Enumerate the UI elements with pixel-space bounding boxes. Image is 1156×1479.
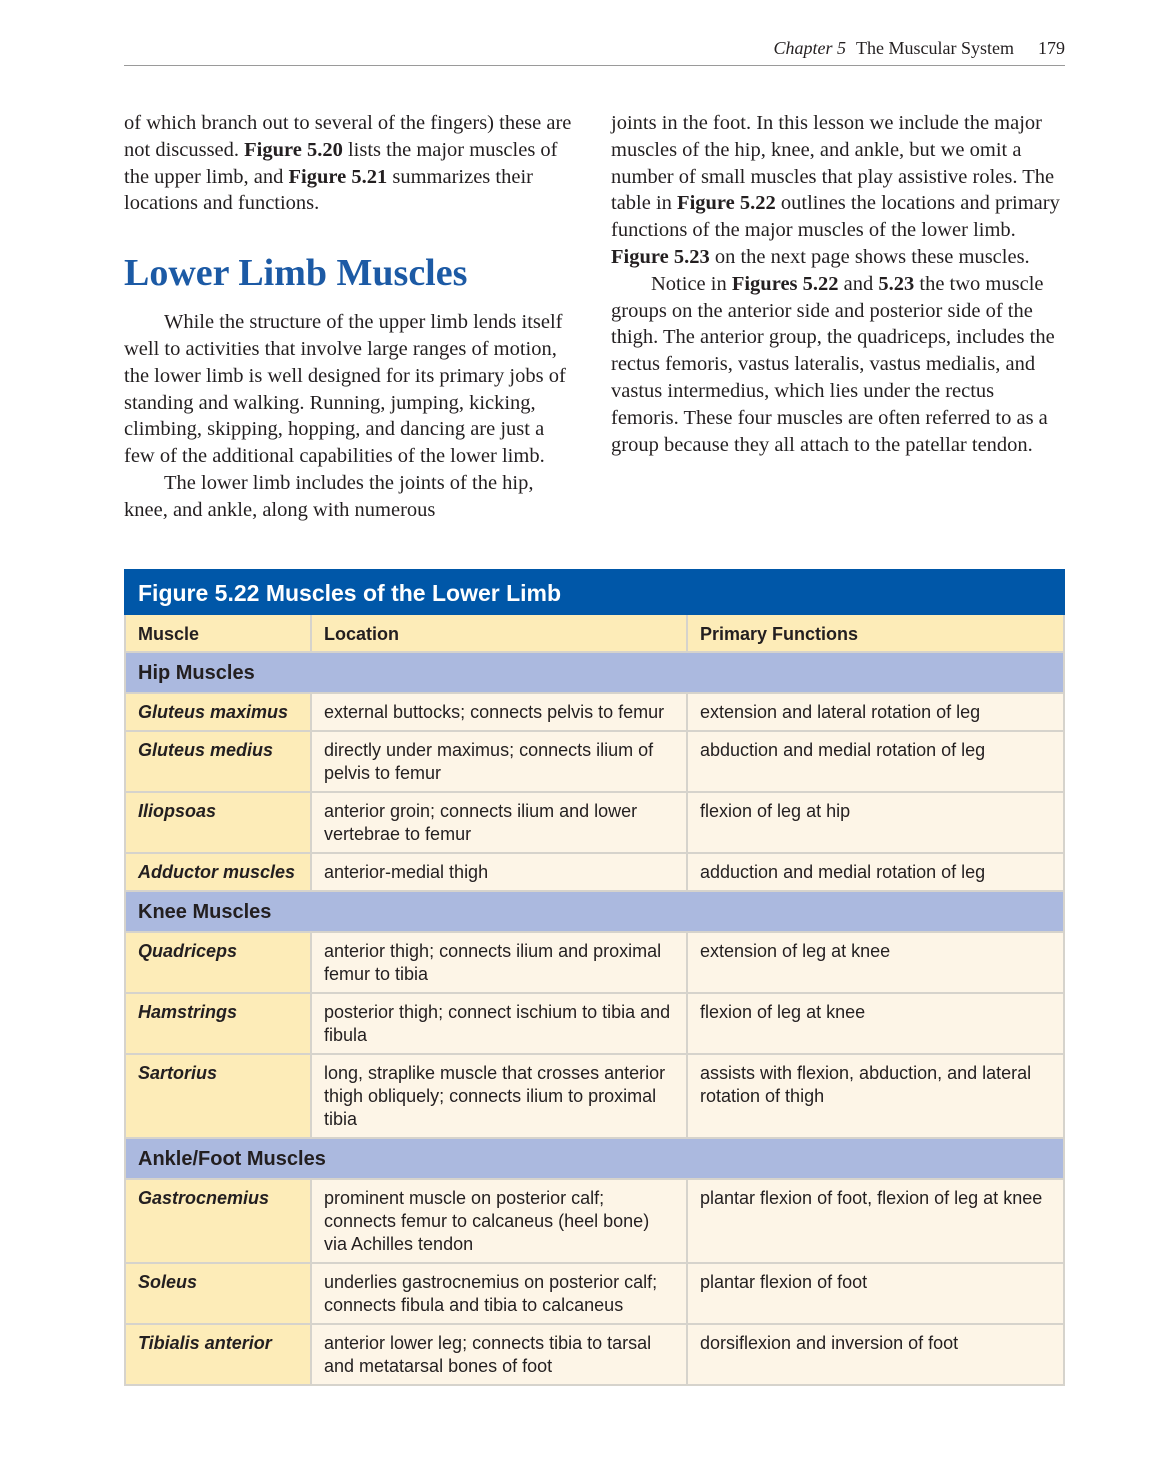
muscle-cell: Quadriceps — [125, 932, 311, 993]
text-run: and — [838, 272, 879, 295]
figure-reference: Figure 5.21 — [288, 165, 388, 188]
paragraph — [124, 309, 574, 470]
table-title-row — [125, 570, 1064, 614]
function-cell: abduction and medial rotation of leg — [687, 731, 1064, 792]
table-row — [125, 1263, 1064, 1324]
table-row — [125, 1179, 1064, 1263]
section-heading: Lower Limb Muscles — [124, 252, 468, 295]
function-cell: dorsiflexion and inversion of foot — [687, 1324, 1064, 1385]
paragraph — [124, 110, 574, 217]
location-cell: directly under maximus; connects ilium of pelvis to femur — [311, 731, 687, 792]
right-column — [611, 110, 1066, 458]
left-column — [124, 110, 574, 524]
page-number: 179 — [1038, 38, 1065, 58]
paragraph — [124, 470, 574, 524]
table-row — [125, 731, 1064, 792]
chapter-label: Chapter 5 — [773, 38, 847, 58]
section-row — [125, 891, 1064, 932]
text-run: lists the major muscles of the upper limb, and — [124, 138, 558, 188]
figure-reference: Figure 5.20 — [244, 138, 343, 161]
text-run: While the structure of the upper limb lends itself well to activities that involve large ranges of motion, the lower limb is well designed for its primary jobs of standing and walking. Running, jumping, kicking, climbing, skipping, hopping, and dancing are just a few of the additional capabilities of the lower limb. — [124, 311, 566, 468]
text-run: outlines the locations and primary functions of the major muscles of the lower limb. — [611, 192, 1060, 242]
muscle-cell: Hamstrings — [125, 993, 311, 1054]
section-title: Hip Muscles — [125, 652, 1064, 693]
figure-reference: 5.23 — [878, 272, 915, 295]
column-header: Location — [311, 614, 687, 652]
text-run: The lower limb includes the joints of the hip, knee, and ankle, along with numerous — [124, 471, 534, 521]
table-row — [125, 993, 1064, 1054]
muscle-cell: Tibialis anterior — [125, 1324, 311, 1385]
figure-reference: Figure 5.22 — [677, 192, 776, 215]
table-row — [125, 693, 1064, 731]
table-row — [125, 1054, 1064, 1138]
muscle-cell: Adductor muscles — [125, 853, 311, 891]
location-cell: posterior thigh; connect ischium to tibia and fibula — [311, 993, 687, 1054]
function-cell: plantar flexion of foot, flexion of leg at knee — [687, 1179, 1064, 1263]
function-cell: assists with flexion, abduction, and lateral rotation of thigh — [687, 1054, 1064, 1138]
column-header: Muscle — [125, 614, 311, 652]
running-head — [124, 38, 1065, 66]
location-cell: external buttocks; connects pelvis to femur — [311, 693, 687, 731]
section-row — [125, 1138, 1064, 1179]
figure-reference: Figures 5.22 — [731, 272, 839, 295]
muscle-cell: Iliopsoas — [125, 792, 311, 853]
table-row — [125, 1324, 1064, 1385]
column-header: Primary Functions — [687, 614, 1064, 652]
section-title: Ankle/Foot Muscles — [125, 1138, 1064, 1179]
location-cell: anterior groin; connects ilium and lower vertebrae to femur — [311, 792, 687, 853]
text-run: summarizes their locations and functions. — [124, 165, 533, 215]
location-cell: prominent muscle on posterior calf; connects femur to calcaneus (heel bone) via Achilles tendon — [311, 1179, 687, 1263]
text-run: Notice in — [651, 272, 732, 295]
table-row — [125, 792, 1064, 853]
table-row — [125, 932, 1064, 993]
section-title: Knee Muscles — [125, 891, 1064, 932]
location-cell: anterior thigh; connects ilium and proximal femur to tibia — [311, 932, 687, 993]
location-cell: underlies gastrocnemius on posterior calf; connects fibula and tibia to calcaneus — [311, 1263, 687, 1324]
muscles-table — [124, 569, 1065, 1386]
text-run: on the next page shows these muscles. — [709, 245, 1030, 268]
text-run: of which branch out to several of the fingers) these are not discussed. — [124, 112, 572, 161]
table-row — [125, 853, 1064, 891]
paragraph — [611, 110, 1066, 271]
function-cell: flexion of leg at knee — [687, 993, 1064, 1054]
chapter-title: The Muscular System — [856, 38, 1014, 58]
function-cell: extension of leg at knee — [687, 932, 1064, 993]
muscle-cell: Gluteus maximus — [125, 693, 311, 731]
muscle-cell: Soleus — [125, 1263, 311, 1324]
figure-reference: Figure 5.23 — [611, 245, 710, 268]
text-run: the two muscle groups on the anterior side and posterior side of the thigh. The anterior group, the quadriceps, includes the rectus femoris, vastus lateralis, vastus medialis, and vastus intermedius, which lies under the rectus femoris. These four muscles are often referred to as a group because they all attach to the patellar tendon. — [611, 272, 1055, 456]
location-cell: long, straplike muscle that crosses anterior thigh obliquely; connects ilium to proximal tibia — [311, 1054, 687, 1138]
muscle-cell: Gluteus medius — [125, 731, 311, 792]
muscle-cell: Gastrocnemius — [125, 1179, 311, 1263]
function-cell: extension and lateral rotation of leg — [687, 693, 1064, 731]
muscle-cell: Sartorius — [125, 1054, 311, 1138]
table-title: Figure 5.22 Muscles of the Lower Limb — [125, 570, 1064, 614]
table-header-row — [125, 614, 1064, 652]
function-cell: plantar flexion of foot — [687, 1263, 1064, 1324]
location-cell: anterior-medial thigh — [311, 853, 687, 891]
text-run: joints in the foot. In this lesson we include the major muscles of the hip, knee, and ankle, but we omit a number of small muscles that play assistive roles. The table in — [611, 112, 1055, 215]
location-cell: anterior lower leg; connects tibia to tarsal and metatarsal bones of foot — [311, 1324, 687, 1385]
paragraph — [611, 271, 1066, 459]
function-cell: flexion of leg at hip — [687, 792, 1064, 853]
function-cell: adduction and medial rotation of leg — [687, 853, 1064, 891]
section-row — [125, 652, 1064, 693]
